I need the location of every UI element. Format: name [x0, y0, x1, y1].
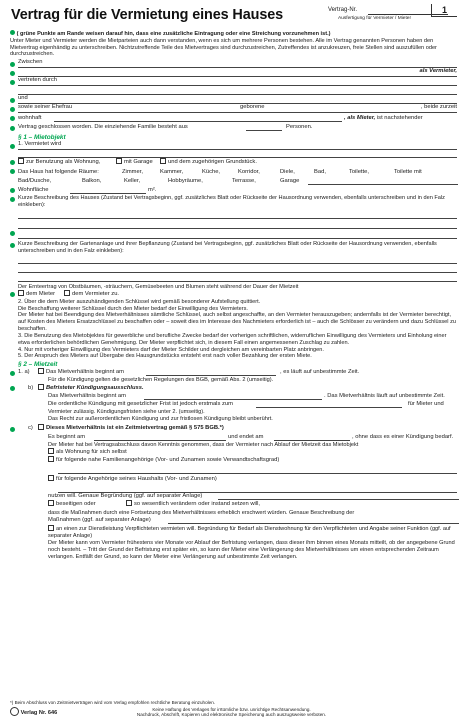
harvest-row	[18, 290, 457, 298]
c-line1: Es beginnt am	[48, 433, 86, 440]
rooms-row-2	[18, 177, 457, 186]
rooms-row-1	[18, 167, 457, 176]
page-number: 1	[431, 4, 457, 17]
zwischen-label: Zwischen	[18, 59, 43, 66]
a-sub: Für die Kündigung gelten die gesetzlichen Regelungen des BGB, gemäß Abs. 2 (umseitig).	[48, 377, 274, 384]
document-title: Vertrag für die Vermietung eines Hauses	[11, 7, 284, 23]
a-right: , es läuft auf unbestimmte Zeit.	[280, 369, 360, 376]
beide-zurzeit-label: , beide zurzeit	[420, 104, 457, 111]
garden-description-field-1[interactable]	[18, 255, 457, 264]
green-dot-icon	[10, 371, 15, 376]
footer-note-2: Nachdruck, Abschrift, Kopieren und elektronische Speicherung auch auszugsweise verboten.	[136, 712, 327, 718]
c-beseitigen: beseitigen oder	[56, 501, 96, 508]
green-dot-icon	[10, 126, 15, 131]
checkbox-wohnung[interactable]	[18, 158, 24, 164]
b-line3: Vermieter zulässig. Kündigungsfristen siehe unter 2. (umseitig).	[48, 409, 205, 416]
terrasse-label: Terrasse,	[232, 177, 256, 184]
rented-object-field[interactable]	[18, 142, 457, 150]
green-dot-icon	[10, 386, 15, 391]
intro-paragraph: Unter Mieter und Vermieter werden die Mietparteien auch dann verstanden, wenn es sich um mehrere Personen bestehen. Alle im Vertrag genannten Personen haben den Mietvertrag eigenhändig zu unterschreiben. Nichtzutreffende Teile des Mietvertrages sind durchzustreichen, Zutreffendes ist anzukreuzen, freie Stellen sind auszufüllen oder durchzustreichen.	[10, 37, 437, 58]
toilette-label: Toilette,	[349, 168, 369, 175]
living-area-row	[18, 186, 457, 195]
toilette-mit-label: Toilette mit	[394, 168, 422, 175]
green-dot-icon	[10, 98, 15, 103]
zimmer-label: Zimmer,	[122, 168, 143, 175]
c-line1m: und endet am	[228, 433, 264, 440]
checkbox-garage[interactable]	[116, 158, 122, 164]
landlord-address-field[interactable]	[18, 68, 457, 77]
wohnhaft-label: wohnhaft	[18, 114, 42, 121]
checkbox-term-b[interactable]	[38, 384, 44, 390]
als-vermieter-label: als Vermieter,	[419, 68, 457, 75]
wohnung-label: zur Benutzung als Wohnung,	[26, 159, 101, 166]
checkbox-term-c[interactable]	[38, 424, 44, 430]
term-a-row	[18, 369, 457, 377]
copy-for-label: Ausfertigung für Vermieter / Mieter	[338, 16, 412, 21]
green-dot-icon	[10, 188, 15, 193]
bad-dusche-label: Bad/Dusche,	[18, 177, 52, 184]
geborene-label: geborene	[240, 104, 265, 111]
b-head: Befristeter Kündigungsausschluss.	[46, 384, 144, 391]
kammer-label: Kammer,	[160, 168, 184, 175]
term-c-row	[18, 425, 457, 433]
green-dot-icon	[10, 71, 15, 76]
living-area-field[interactable]	[70, 188, 146, 194]
house-description-label: Kurze Beschreibung des Hauses (Zustand bei Vertragsbeginn, ggf. zusätzliches Blatt oder Rückseite der Hausordnung verwenden, ebenfalls unterschreiben und in den Falz einkleben):	[18, 195, 445, 209]
checkbox-self-use[interactable]	[48, 448, 54, 454]
green-dot-icon	[10, 107, 15, 112]
c-line1r: , ohne dass es einer Kündigung bedarf.	[352, 433, 454, 440]
footer-note-1: Keine Haftung des Verlages für irrtümliche bzw. unrichtige Rechtsanwendung.	[152, 706, 311, 712]
personen-label: Personen.	[286, 123, 313, 130]
garage-room-label: Garage	[280, 177, 300, 184]
green-dot-icon	[10, 160, 15, 165]
green-dot-icon	[10, 144, 15, 149]
a-num: 1. a)	[18, 369, 30, 376]
house-description-field-2[interactable]	[18, 219, 457, 229]
garden-description-label: Kurze Beschreibung der Gartenanlage und ihrer Bepflanzung (Zustand bei Vertragsbeginn, ggf. zusätzliches Blatt oder Rückseite der Hausordnung verwenden, ebenfalls unterschreiben und in den Falz einkleben):	[18, 241, 437, 254]
vermietet-wird-label: 1. Vermietet wird	[18, 140, 62, 147]
hobbyraeume-label: Hobbyräume,	[168, 177, 203, 184]
checkbox-modify[interactable]	[126, 500, 132, 506]
green-dot-icon	[10, 116, 15, 121]
house-description-field-3[interactable]	[18, 229, 457, 239]
b-line2: Die ordentliche Kündigung mit gesetzlicher Frist ist jedoch erstmals zum	[48, 401, 233, 408]
b-num: b)	[28, 384, 34, 391]
als-mieter-label: , als Mieter,	[344, 114, 376, 121]
green-dot-icon	[10, 169, 15, 174]
tenant-address-row	[18, 113, 457, 122]
diele-label: Diele,	[280, 168, 295, 175]
b-line1-row	[48, 393, 457, 401]
green-dot-icon	[10, 62, 15, 67]
green-dot-icon	[10, 292, 15, 297]
p5: 5. Der Anspruch des Mieters auf Übergabe des Hausgrundstücks entsteht erst nach voller Bezahlung der ersten Miete.	[18, 353, 312, 360]
c-massnahmen-row	[48, 516, 457, 524]
green-dot-icon	[10, 231, 15, 236]
c-opt2-row	[48, 457, 457, 465]
b-line2r: für Mieter und	[408, 401, 444, 408]
family-size-row	[18, 123, 457, 132]
c-opt3: für folgende Angehörige seines Haushalts (Vor- und Zunamen)	[56, 475, 217, 482]
checkbox-household[interactable]	[48, 475, 54, 481]
checkbox-family[interactable]	[48, 456, 54, 462]
geschlossen-label: Vertrag geschlossen worden. Die einziehende Familie besteht aus	[18, 123, 188, 130]
nachstehender-label: ist nachstehender	[376, 114, 423, 121]
checkbox-grundstueck[interactable]	[160, 158, 166, 164]
garden-description-field-2[interactable]	[18, 264, 457, 273]
rented-object-field-2[interactable]	[18, 150, 457, 158]
harvest-label: Der Ernteertrag von Obstbäumen, -sträuchern, Gemüsebeeten und Blumen steht während der Dauer der Mietzeit	[18, 283, 299, 290]
landlord-name-field[interactable]	[18, 59, 457, 68]
p2b: Die Beschaffung weiterer Schlüssel durch den Mieter bedarf der Einwilligung des Vermieters.	[18, 305, 248, 312]
tenant-address-field[interactable]	[54, 116, 342, 122]
intro	[8, 30, 457, 58]
b-line1: Das Mietverhältnis beginnt am	[48, 392, 126, 399]
c-beseitigen-row	[48, 501, 457, 509]
raeume-label: Das Haus hat folgende Räume:	[18, 168, 99, 175]
und-label: und	[18, 95, 28, 102]
use-justification-field[interactable]	[218, 494, 459, 500]
grundstueck-label: und dem zugehörigen Grundstück.	[168, 159, 257, 166]
p2c: Der Mieter hat bei Beendigung des Mietverhältnisses sämtliche Schlüssel, auch selbst angeschaffte, an den Vermieter herauszugeben; andernfalls ist der Vermieter berechtigt, auf Kosten des Mieters Ersatzschlüssel zu beschaffen oder – soweit dies im Interesse des Nachmieters erforderlich ist – auch die Schlösser zu verändern und dazu Schlüssel zu beschaffen.	[18, 312, 456, 333]
c-opt2: für folgende nahe Familienangehörige (Vor- und Zunamen sowie Verwandtschaftsgrad)	[56, 457, 280, 464]
house-description-field-1[interactable]	[18, 209, 457, 219]
green-dot-icon	[10, 80, 15, 85]
persons-count-field[interactable]	[246, 125, 282, 131]
b-line4: Das Recht zur außerordentlichen Kündigung und zur fristlosen Kündigung bleibt unberührt.	[48, 416, 273, 423]
dem-mieter-label: dem Mieter	[26, 290, 55, 297]
c-num: c)	[28, 425, 33, 432]
c-dienst: an einen zur Dienstleistung Verpflichteten vermieten will. Begründung für Bedarf als Dienstwohnung für den Verpflichteten und Angabe seiner Funktion (ggf. auf separater Anlage)	[48, 525, 451, 539]
c-opt3-row	[48, 474, 457, 483]
representative-extra-field[interactable]	[18, 86, 457, 95]
c-nutzen: nutzen will. Genaue Begründung (ggf. auf separater Anlage)	[48, 493, 203, 500]
p2: 2. Über die dem Mieter auszuhändigenden Schlüssel wird gemäß besonderer Aufstellung quittiert.	[18, 298, 261, 305]
b-line2-row	[48, 401, 457, 409]
usage-row	[18, 158, 457, 167]
b-line1r: . Das Mietverhältnis läuft auf unbestimmte Zeit.	[324, 392, 445, 399]
checkbox-harvest-landlord[interactable]	[64, 290, 70, 296]
rooms-extra-field[interactable]	[308, 179, 458, 185]
c-line2: Der Mieter hat bei Vertragsabschluss davon Kenntnis genommen, dass der Vermieter nach Ablauf der Mietzeit das Mietobjekt	[48, 441, 359, 448]
header	[8, 4, 457, 32]
term-c-start-field[interactable]	[94, 435, 226, 441]
garage-label: mit Garage	[124, 159, 153, 166]
checkbox-term-a[interactable]	[38, 368, 44, 374]
balkon-label: Balkon,	[82, 177, 102, 184]
c-line1-row	[48, 433, 457, 441]
c-massnahmen: Maßnahmen (ggf. auf separater Anlage)	[48, 516, 151, 523]
term-b-start-field[interactable]	[144, 394, 322, 400]
ehefrau-label: sowie seiner Ehefrau	[18, 104, 73, 111]
bad-label: Bad,	[314, 168, 326, 175]
green-dot-icon	[10, 427, 15, 432]
m2-label: m².	[148, 187, 157, 194]
c-final: Der Mieter kann vom Vermieter frühestens vier Monate vor Ablauf der Befristung verlangen, dass dieser ihm binnen eines Monats mitteilt, ob der angegebene Grund noch besteht. – Tritt der Grund der Befristung erst später ein, so kann der Mieter eine Verlängerung des Mietverhältnisses um einen entsprechenden Zeitraum verlangen. Entfällt der Grund, so kann der Mieter eine Verlängerung auf unbestimmte Zeit verlangen.	[48, 540, 455, 560]
c-dienst-row	[48, 525, 457, 540]
household-members-field[interactable]	[58, 484, 457, 493]
term-b-first-notice-field[interactable]	[256, 402, 402, 408]
c-dass: dass die Maßnahmen durch eine Fortsetzung des Mietverhältnisses erheblich erschwert würden. Genaue Beschreibung der	[48, 509, 355, 516]
represented-by-field[interactable]	[18, 77, 457, 86]
kueche-label: Küche,	[202, 168, 221, 175]
spouse-field[interactable]	[18, 104, 457, 113]
p3: 3. Die Benutzung des Mietobjektes für gewerbliche und berufliche Zwecke bedarf der vorherigen schriftlichen, widerruflichen Einwilligung des Vermieters und Einholung einer etwa erforderlichen behördlichen Genehmigung. Der Mieter verpflichtet sich, in diesem Fall einen angemessenen Zuschlag zu zahlen.	[18, 332, 447, 346]
p4: 4. Nur mit vorheriger Einwilligung des Vermieters darf der Mieter Schilder und dergleichen am vereinbarten Platz anbringen.	[18, 346, 324, 353]
checkbox-remove[interactable]	[48, 500, 54, 506]
wohnflaeche-label: Wohnfläche	[18, 187, 49, 194]
c-so-wesentlich: so wesentlich verändern oder instand setzen will,	[134, 501, 260, 508]
garden-description-field-3[interactable]	[18, 273, 457, 282]
green-dot-icon	[10, 197, 15, 202]
measures-field[interactable]	[168, 518, 459, 524]
c-opt1: als Wohnung für sich selbst	[56, 448, 127, 455]
footnote: *) Beim Abschluss von Zeitmietverträgen wird vom Verlag empfohlen rechtliche Beratung einzuholen.	[10, 700, 216, 706]
vertreten-durch-label: vertreten durch	[18, 77, 57, 84]
section-2-heading: § 2 – Mietzeit	[18, 361, 58, 369]
dem-vermieter-label: dem Vermieter zu.	[72, 290, 120, 297]
footer-notes	[0, 707, 463, 718]
term-b-row	[18, 384, 457, 392]
keller-label: Keller,	[124, 177, 141, 184]
family-members-field[interactable]	[58, 465, 457, 474]
green-note: ( grüne Punkte am Rande weisen darauf hin, dass eine zusätzliche Eintragung oder eine Streichung vorzunehmen ist.)	[16, 31, 331, 37]
contract-number-label: Vertrag-Nr.	[328, 7, 358, 13]
term-a-start-field[interactable]	[146, 370, 276, 376]
section-1-heading: § 1 – Mietobjekt	[18, 134, 66, 142]
tenant-name-field[interactable]	[18, 95, 457, 104]
c-head: Dieses Mietverhältnis ist ein Zeitmietvertrag gemäß § 575 BGB.*)	[46, 425, 224, 432]
green-dot-icon	[10, 243, 15, 248]
a-text: Das Mietverhältnis beginnt am	[46, 369, 124, 376]
publisher-number: Verlag Nr. 646	[20, 710, 58, 717]
korridor-label: Korridor,	[238, 168, 260, 175]
checkbox-service-apartment[interactable]	[48, 525, 54, 531]
keys-paragraph	[18, 299, 457, 360]
checkbox-harvest-tenant[interactable]	[18, 290, 24, 296]
term-c-end-field[interactable]	[274, 435, 350, 441]
